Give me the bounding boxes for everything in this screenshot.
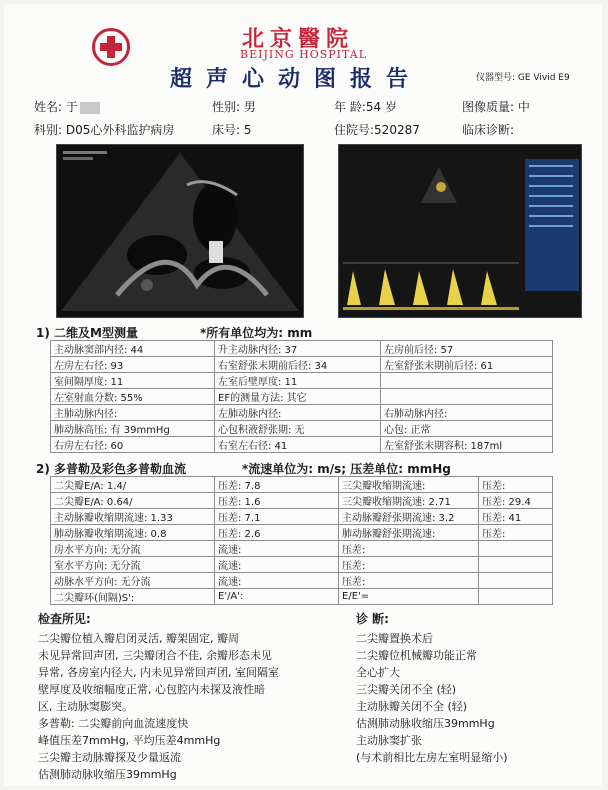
table-row: 左房左右径: 93 右室舒张末期前后径: 34 左室舒张末期前后径: 61 — [51, 357, 553, 373]
echo-image-2d — [56, 144, 304, 318]
table-row: 主动脉瓣收缩期流速: 1.33 压差: 7.1 主动脉瓣舒张期流速: 3.2 压差: 41 — [51, 509, 553, 525]
table-row: 肺动脉瓣收缩期流速: 0.8 压差: 2.6 肺动脉瓣舒张期流速: 压差: — [51, 525, 553, 541]
diagnosis-line: 全心扩大 — [356, 666, 400, 679]
table-row: 动脉水平方向: 无分流 流速: 压差: — [51, 573, 553, 589]
doppler-table — [50, 476, 553, 605]
diagnosis-text — [356, 630, 576, 766]
findings-text — [38, 630, 334, 783]
table-row: 房水平方向: 无分流 流速: 压差: — [51, 541, 553, 557]
section-2d-m-unit-note: *所有单位均为: mm — [200, 326, 313, 340]
findings-line: 估测肺动脉收缩压39mmHg — [38, 768, 177, 781]
table-row: 二尖瓣E/A: 1.4/ 压差: 7.8 三尖瓣收缩期流速: 压差: — [51, 477, 553, 493]
patient-age: 年 龄:54 岁 — [334, 100, 397, 114]
section-doppler-title: 2) 多普勒及彩色多普勒血流 — [36, 462, 187, 476]
findings-line: 多普勒: 二尖瓣前向血流速度快 — [38, 717, 189, 730]
table-row: 肺动脉高压: 有 39mmHg 心包积液舒张期: 无 心包: 正常 — [51, 421, 553, 437]
patient-name: 姓名: 于 — [34, 98, 100, 115]
findings-line: 壁厚度及收缩幅度正常, 心包腔内未探及液性暗 — [38, 683, 265, 696]
findings-line: 峰值压差7mmHg, 平均压差4mmHg — [38, 734, 221, 747]
table-row: 右房左右径: 60 右室左右径: 41 左室舒张末期容积: 187ml — [51, 437, 553, 453]
table-row: 室间隔厚度: 11 左室后壁厚度: 11 — [51, 373, 553, 389]
diagnosis-line: (与术前相比左房左室明显缩小) — [356, 751, 508, 764]
table-row: 二尖瓣E/A: 0.64/ 压差: 1.6 三尖瓣收缩期流速: 2.71 压差: 29.4 — [51, 493, 553, 509]
diagnosis-line: 二尖瓣位机械瓣功能正常 — [356, 649, 477, 662]
inpatient-number: 住院号:520287 — [334, 123, 420, 137]
table-row: 二尖瓣环(间隔)S': E'/A': E/E'= — [51, 589, 553, 605]
findings-line: 异常, 各房室内径大, 内未见异常回声团, 室间隔室 — [38, 666, 279, 679]
findings-title: 检查所见: — [38, 612, 91, 626]
patient-bed: 床号: 5 — [212, 123, 252, 137]
table-row: 主肺动脉内径: 左肺动脉内径: 右肺动脉内径: — [51, 405, 553, 421]
report-title: 超声心动图报告 — [170, 67, 423, 92]
image-quality: 图像质量: 中 — [462, 100, 530, 114]
clinical-diagnosis: 临床诊断: — [462, 123, 515, 137]
diagnosis-line: 二尖瓣置换术后 — [356, 632, 433, 645]
diagnosis-line: 主动脉窦扩张 — [356, 734, 422, 747]
diagnosis-line: 主动脉瓣关闭不全 (轻) — [356, 700, 468, 713]
patient-gender: 性别: 男 — [212, 100, 256, 114]
findings-line: 二尖瓣位植入瓣启闭灵活, 瓣架固定, 瓣周 — [38, 632, 239, 645]
hospital-logo-icon — [92, 28, 130, 66]
table-row: 室水平方向: 无分流 流速: 压差: — [51, 557, 553, 573]
findings-line: 三尖瓣主动脉瓣探及少量返流 — [38, 751, 181, 764]
diagnosis-line: 三尖瓣关闭不全 (轻) — [356, 683, 457, 696]
measurements-2d-table — [50, 340, 553, 453]
echo-image-doppler — [338, 144, 582, 318]
diagnosis-line: 估测肺动脉收缩压39mmHg — [356, 717, 495, 730]
patient-department: 科别: D05心外科监护病房 — [34, 123, 175, 137]
findings-line: 未见异常回声团, 三尖瓣闭合不佳, 余瓣形态未见 — [38, 649, 272, 662]
report-page — [4, 4, 602, 786]
section-2d-m-title: 1) 二维及M型测量 — [36, 326, 138, 340]
redacted-name — [80, 102, 100, 114]
hospital-name-en: BEIJING HOSPITAL — [240, 48, 367, 61]
section-doppler-unit-note: *流速单位为: m/s; 压差单位: mmHg — [242, 462, 451, 476]
table-row: 主动脉窦部内径: 44 升主动脉内径: 37 左房前后径: 57 — [51, 341, 553, 357]
device-model: 仪器型号: GE Vivid E9 — [476, 73, 570, 83]
hospital-name-cn: 北京醫院 — [242, 26, 355, 52]
diagnosis-title: 诊 断: — [356, 612, 389, 626]
findings-line: 区, 主动脉窦膨突。 — [38, 700, 133, 713]
table-row: 左室射血分数: 55% EF的测量方法: 其它 — [51, 389, 553, 405]
